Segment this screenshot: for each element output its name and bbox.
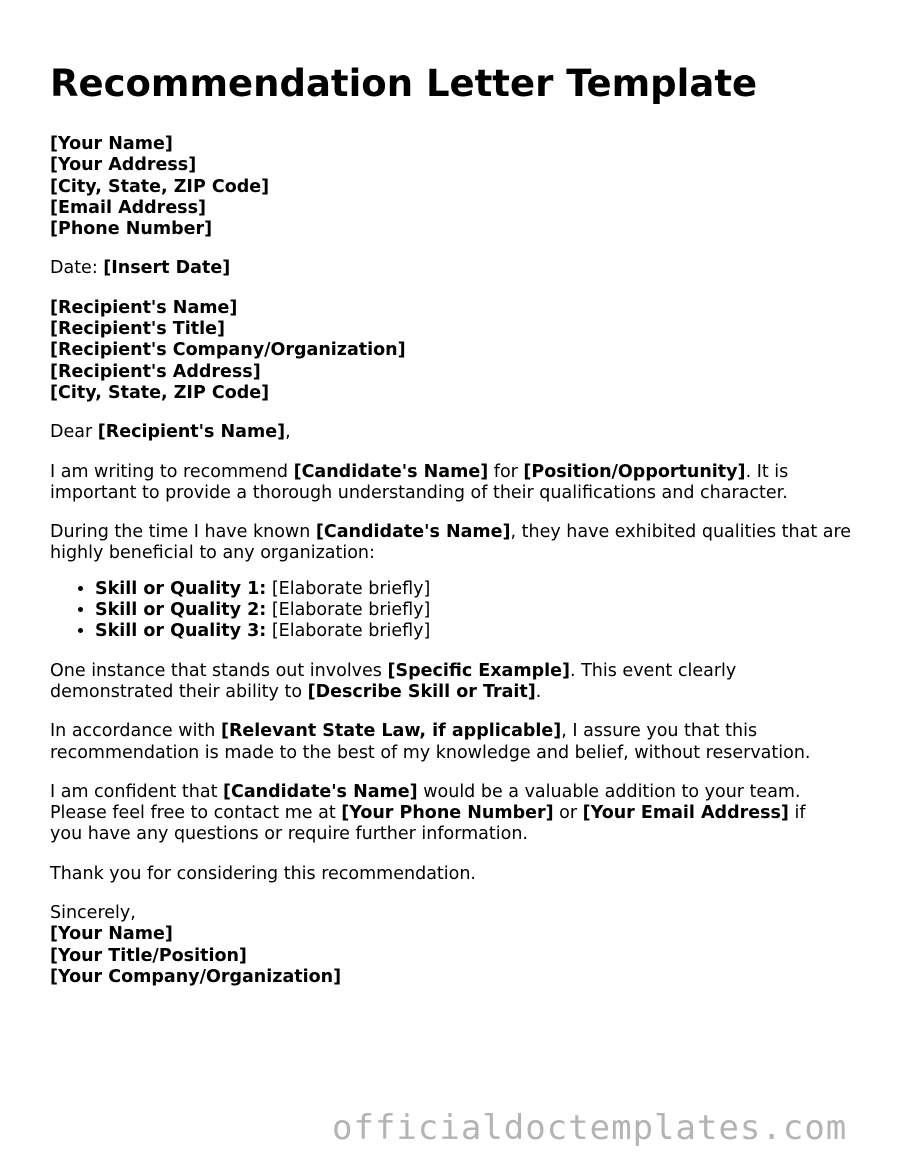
candidate-name: [Candidate's Name] xyxy=(293,461,489,482)
letter-page xyxy=(50,60,870,1006)
recipient-city: [City, State, ZIP Code] xyxy=(50,382,270,403)
list-item: • Skill or Quality 3: [Elaborate briefly] xyxy=(95,621,870,642)
salutation: Dear [Recipient's Name], xyxy=(50,422,291,443)
paragraph-law: In accordance with [Relevant State Law, if applicable], I assure you that this recommendation is made to the best of my knowledge and belief, without reservation. xyxy=(50,721,811,763)
recipient-block xyxy=(50,298,870,404)
paragraph-contact: I am confident that [Candidate's Name] would be a valuable addition to your team. Please feel free to contact me at [Your Phone Number] or [Your Email Address] if you have any questions or require further information. xyxy=(50,781,806,845)
phone-placeholder: [Your Phone Number] xyxy=(341,803,554,824)
candidate-name: [Candidate's Name] xyxy=(315,522,511,543)
closing: Sincerely, xyxy=(50,903,136,924)
signature-title: [Your Title/Position] xyxy=(50,945,247,966)
thanks-line: Thank you for considering this recommendation. xyxy=(50,863,476,884)
date-line xyxy=(50,258,870,279)
sender-email: [Email Address] xyxy=(50,197,207,218)
document-title: Recommendation Letter Template xyxy=(50,62,758,105)
signature-name: [Your Name] xyxy=(50,924,173,945)
recipient-address: [Recipient's Address] xyxy=(50,361,261,382)
email-placeholder: [Your Email Address] xyxy=(582,803,789,824)
list-item: • Skill or Quality 1: [Elaborate briefly] xyxy=(95,579,870,600)
recipient-company: [Recipient's Company/Organization] xyxy=(50,340,406,361)
sender-phone: [Phone Number] xyxy=(50,219,213,240)
sender-name: [Your Name] xyxy=(50,134,173,154)
recipient-name: [Recipient's Name] xyxy=(50,297,238,318)
sender-address: [Your Address] xyxy=(50,155,197,176)
skills-list xyxy=(50,579,870,643)
sender-city: [City, State, ZIP Code] xyxy=(50,176,270,197)
example-placeholder: [Specific Example] xyxy=(387,660,570,681)
trait-placeholder: [Describe Skill or Trait] xyxy=(307,681,536,702)
paragraph-example: One instance that stands out involves [Specific Example]. This event clearly demonstrated their ability to [Describe Skill or Trait]. xyxy=(50,660,737,702)
candidate-name: [Candidate's Name] xyxy=(223,781,418,802)
sender-block xyxy=(50,134,870,240)
law-placeholder: [Relevant State Law, if applicable] xyxy=(220,721,562,742)
paragraph-intro: I am writing to recommend [Candidate's Name] for [Position/Opportunity]. It is important to provide a thorough understanding of their qualifications and character. xyxy=(50,461,789,503)
recipient-title: [Recipient's Title] xyxy=(50,319,225,340)
position-placeholder: [Position/Opportunity] xyxy=(523,461,746,482)
date-label: Date: xyxy=(50,258,104,279)
date-value: [Insert Date] xyxy=(103,258,231,279)
salutation-name: [Recipient's Name] xyxy=(97,422,286,443)
signature-company: [Your Company/Organization] xyxy=(50,966,342,987)
list-item: • Skill or Quality 2: [Elaborate briefly] xyxy=(95,600,870,621)
paragraph-qualities: During the time I have known [Candidate's Name], they have exhibited qualities that are highly beneficial to any organization: xyxy=(50,522,852,564)
signature-block xyxy=(50,903,870,988)
watermark: officialdoctemplates.com xyxy=(332,1108,848,1148)
